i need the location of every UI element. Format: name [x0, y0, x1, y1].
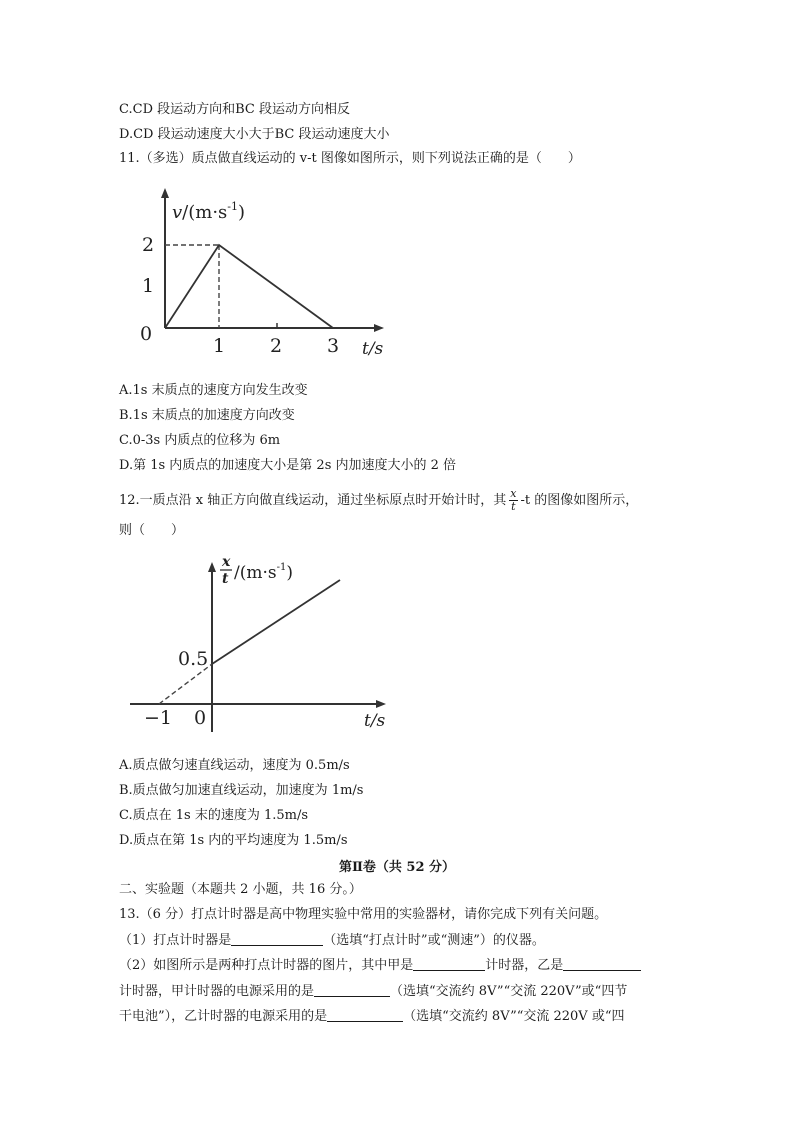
answer-blank-1[interactable]	[231, 932, 323, 946]
q12-option-a: A.质点做匀速直线运动，速度为 0.5m/s	[119, 758, 350, 773]
svg-text:x: x	[222, 554, 231, 570]
q11-option-b: B.1s 末质点的加速度方向改变	[119, 408, 295, 423]
svg-text:/(m·s-1): $/(m\cdot s^{-1})$	[234, 562, 293, 583]
answer-blank-4[interactable]	[314, 983, 390, 997]
x-axis-label: t/s	[364, 711, 386, 731]
q13-stem: 13.（6 分）打点计时器是高中物理实验中常用的实验器材，请你完成下列有关问题。	[119, 907, 608, 922]
x-tick-neg-1: −1	[144, 707, 173, 729]
q11-vt-graph	[130, 182, 400, 362]
q13-part2-cont: 计时器，甲计时器的电源采用的是 （选填“交流约 8V”“交流 220V”或“四节	[119, 984, 628, 999]
q13-part2-cont2: 干电池”），乙计时器的电源采用的是 （选填“交流约 8V”“交流 220V 或“四	[119, 1009, 625, 1024]
y-axis-arrow	[161, 188, 169, 198]
x-tick-3: 3	[327, 335, 340, 357]
vt-line	[165, 245, 333, 328]
x-tick-2: 2	[270, 335, 283, 357]
extrapolated-dashed-line	[159, 664, 212, 704]
q13-part1: （1）打点计时器是 （选填“打点计时”或“测速”）的仪器。	[119, 933, 545, 948]
x-tick-1: 1	[213, 335, 226, 357]
q12-option-b: B.质点做匀加速直线运动，加速度为 1m/s	[119, 783, 364, 798]
svg-text:t: t	[222, 571, 229, 587]
section-title: 第Ⅱ卷（共 52 分）	[338, 860, 456, 875]
answer-blank-2[interactable]	[413, 957, 485, 971]
q11-option-d: D.第 1s 内质点的加速度大小是第 2s 内加速度大小的 2 倍	[119, 458, 457, 473]
q10-option-d: D.CD 段运动速度大小大于BC 段运动速度大小	[119, 127, 390, 142]
y-axis-arrow	[208, 562, 216, 572]
x-axis-arrow	[376, 700, 386, 708]
q11-stem: 11.（多选）质点做直线运动的 v-t 图像如图所示，则下列说法正确的是（ ）	[119, 151, 581, 166]
origin-label: 0	[194, 707, 207, 729]
y-tick-2: 2	[142, 234, 155, 256]
q10-option-c: C.CD 段运动方向和BC 段运动方向相反	[119, 102, 350, 117]
x-over-t-fraction: $\frac{x}{t}$	[510, 487, 517, 513]
answer-blank-3[interactable]	[563, 957, 641, 971]
y-axis-label	[220, 554, 293, 587]
x-axis-arrow	[374, 324, 384, 332]
y-tick-0-5: 0.5	[178, 648, 209, 670]
q12-xt-graph	[122, 552, 402, 742]
q12-stem-cont: 则（ ）	[119, 523, 185, 538]
q12-stem: 12.一质点沿 x 轴正方向做直线运动，通过坐标原点时开始计时，其 $\frac{x}{t}$ -t 的图像如图所示，	[119, 487, 639, 513]
section-heading: 二、实验题（本题共 2 小题，共 16 分。）	[119, 882, 362, 897]
q11-option-a: A.1s 末质点的速度方向发生改变	[119, 383, 308, 398]
q11-option-c: C.0-3s 内质点的位移为 6m	[119, 433, 281, 448]
y-tick-1: 1	[142, 275, 155, 297]
q13-part2: （2）如图所示是两种打点计时器的图片，其中甲是 计时器，乙是	[119, 957, 641, 975]
origin-label: 0	[140, 323, 153, 345]
xt-line	[212, 580, 340, 664]
q12-option-c: C.质点在 1s 末的速度为 1.5m/s	[119, 808, 309, 823]
x-axis-label: t/s	[362, 339, 384, 359]
y-axis-label: $v/(m\cdot s^{-1})$	[172, 200, 246, 223]
q12-option-d: D.质点在第 1s 内的平均速度为 1.5m/s	[119, 833, 348, 848]
answer-blank-5[interactable]	[327, 1008, 403, 1022]
